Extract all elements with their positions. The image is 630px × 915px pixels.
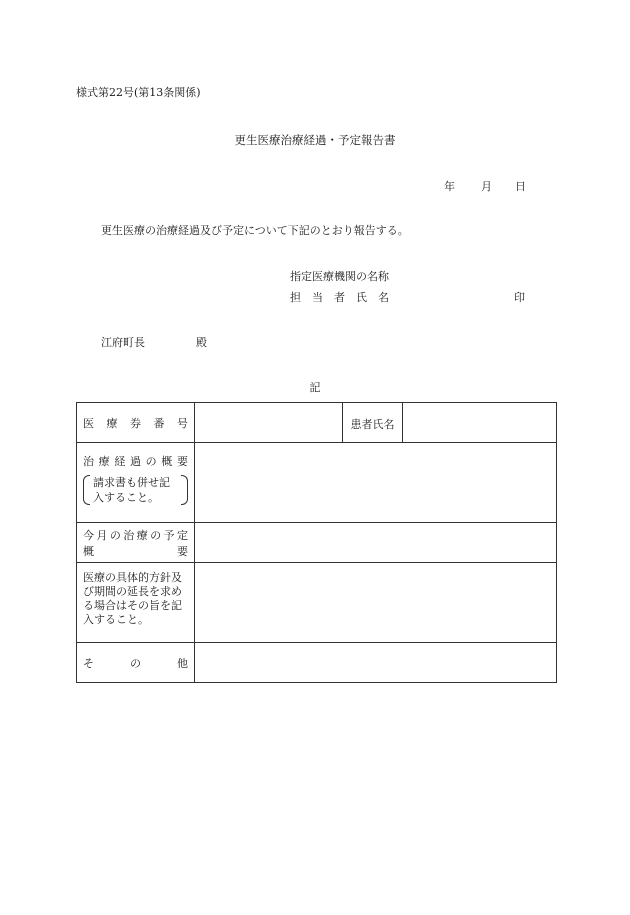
treatment-policy-field[interactable] xyxy=(195,563,557,643)
record-heading: 記 xyxy=(309,381,321,394)
patient-name-label: 患者氏名 xyxy=(343,403,403,443)
institution-name-label: 指定医療機関の名称 xyxy=(290,270,389,283)
ticket-number-field[interactable] xyxy=(195,403,343,443)
treatment-progress-note: 請求書も併せ記 入すること。 xyxy=(83,475,188,505)
report-table xyxy=(76,402,557,683)
other-label: そ の 他 xyxy=(77,643,195,683)
seal-mark: 印 xyxy=(514,291,525,304)
table-row xyxy=(77,643,557,683)
monthly-plan-field[interactable] xyxy=(195,523,557,563)
other-field[interactable] xyxy=(195,643,557,683)
date-month-label: 月 xyxy=(481,180,492,193)
table-row xyxy=(77,563,557,643)
document-title: 更生医療治療経過・予定報告書 xyxy=(234,133,396,147)
treatment-policy-label: 医療の具体的方針及 び期間の延長を求め る場合はその旨を記 入すること。 xyxy=(77,563,195,643)
addressee-name: 江府町長 xyxy=(101,336,145,349)
ticket-number-label: 医 療 券 番 号 xyxy=(77,403,195,443)
monthly-plan-label: 今 月 の 治 療 の 予 定 概 要 xyxy=(77,523,195,563)
addressee-honorific: 殿 xyxy=(196,336,207,349)
contact-person-label: 担 当 者 氏 名 xyxy=(290,291,389,304)
table-row xyxy=(77,443,557,523)
patient-name-field[interactable] xyxy=(403,403,557,443)
treatment-progress-label: 治 療 経 過 の 概 要 請求書も併せ記 入すること。 xyxy=(77,443,195,523)
form-number: 様式第22号(第13条関係) xyxy=(76,86,201,99)
date-day-label: 日 xyxy=(515,180,526,193)
table-row xyxy=(77,403,557,443)
intro-text: 更生医療の治療経過及び予定について下記のとおり報告する。 xyxy=(101,224,409,237)
treatment-progress-field[interactable] xyxy=(195,443,557,523)
date-year-label: 年 xyxy=(444,180,455,193)
table-row xyxy=(77,523,557,563)
